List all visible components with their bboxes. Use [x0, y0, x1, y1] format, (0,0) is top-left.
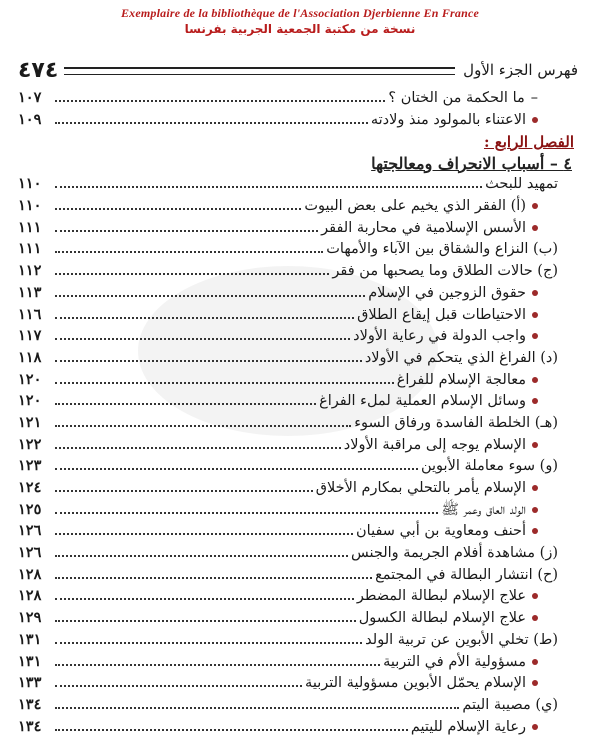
dot-leader [55, 630, 362, 644]
chapter-heading: الفصل الرابع : [483, 132, 574, 151]
running-head-title: فهرس الجزء الأول [463, 61, 578, 79]
dot-leader [55, 239, 323, 253]
toc-entry [18, 435, 578, 457]
toc-entry-page: ١١٣ [18, 283, 42, 301]
toc-entry [18, 630, 578, 652]
toc-entry [18, 500, 578, 522]
toc-entry-text: (ط) تخلي الأبوين عن تربية الولد [365, 631, 558, 648]
toc-entry-title [388, 90, 538, 106]
bullet-icon [532, 507, 538, 513]
toc-entry [18, 391, 578, 413]
toc-entry-page: ١٢٨ [18, 565, 42, 583]
running-head-rule [64, 67, 455, 75]
toc-entry [18, 478, 578, 500]
toc-entry [18, 586, 578, 608]
toc-entry-page: ١٢٥ [18, 500, 42, 518]
toc-entry-text: (و) سوء معاملة الأبوين [420, 458, 558, 475]
bullet-icon [532, 203, 538, 209]
dot-leader [55, 652, 380, 666]
toc-entry [18, 110, 578, 132]
toc-entry-title [411, 719, 538, 735]
toc-entry-text: وسائل الإسلام العملية لملء الفراغ [319, 393, 526, 410]
toc-entry-text: أحنف ومعاوية بن أبي سفيان [356, 523, 526, 540]
library-stamp [0, 6, 600, 36]
dot-leader [55, 261, 329, 275]
bullet-icon [532, 312, 538, 318]
toc-entry [18, 283, 578, 305]
toc-entry-page: ١٢١ [18, 413, 42, 431]
toc-entry-text: (ب) النزاع والشقاق بين الآباء والأمهات [326, 241, 558, 258]
toc-entry-text: الإسلام يأمر بالتحلي بمكارم الأخلاق [315, 480, 526, 496]
toc-entry-text: واجب الدولة في رعاية الأولاد [353, 328, 526, 345]
toc-entry-text: (هـ) الخلطة الفاسدة ورفاق السوء [354, 414, 558, 431]
toc-entry-title [332, 263, 558, 279]
toc-entry-text: حقوق الزوجين في الإسلام [368, 284, 526, 301]
toc-entry-page: ١٢٢ [18, 435, 42, 453]
toc-entry-page: ١٣٤ [18, 695, 42, 713]
toc-entry-text: (ح) انتشار البطالة في المجتمع [375, 566, 558, 583]
toc-entry-title [356, 523, 538, 539]
toc-entry-title [485, 176, 558, 192]
bullet-icon [532, 398, 538, 404]
toc-entry [18, 695, 578, 717]
bullet-icon [532, 333, 538, 339]
toc-entry [18, 239, 578, 261]
toc-entry-title [383, 654, 538, 670]
toc-entry [18, 261, 578, 283]
toc-entry-text: الإسلام يحمّل الأبوين مسؤولية التربية [305, 675, 526, 692]
bullet-icon [532, 659, 538, 665]
toc-entry-title [365, 350, 558, 366]
toc-entry [18, 521, 578, 543]
toc-entry-page: ١١١ [18, 240, 42, 258]
toc-entry-title [421, 458, 558, 474]
toc-entry-page: ١١٧ [18, 327, 42, 345]
toc-entry-title [353, 328, 538, 344]
dot-leader [55, 88, 385, 102]
toc-entry-title [441, 501, 538, 522]
toc-entry-title [326, 241, 558, 257]
toc-entry-text: الإسلام يوجه إلى مراقبة الأولاد [343, 436, 526, 453]
dot-leader [55, 370, 394, 384]
toc-entry-text: الأسس الإسلامية في محاربة الفقر [321, 219, 526, 236]
toc-entry-text: (ي) مصيبة اليتم [462, 696, 558, 713]
dot-leader [55, 521, 353, 535]
toc-entry [18, 543, 578, 565]
toc-entry-page: ١٢٩ [18, 609, 42, 627]
toc-entry-page: ١٢٠ [18, 370, 42, 388]
toc-entry [18, 456, 578, 478]
dot-leader [55, 305, 354, 319]
toc-entry-page: ١١٠ [18, 175, 42, 193]
library-stamp-french: Exemplaire de la bibliothèque de l'Association Djerbienne En France [120, 6, 480, 20]
toc-entry-page: ١٣١ [18, 652, 42, 670]
toc-entry-page: ١١٦ [18, 305, 42, 323]
dot-leader [55, 608, 356, 622]
toc-entry-title [368, 285, 538, 301]
dot-leader [55, 196, 301, 210]
toc-entry-text: (د) الفراغ الذي يتحكم في الأولاد [364, 349, 558, 366]
toc-entry-title [397, 372, 538, 388]
library-stamp-arabic: نسخة من مكتبة الجمعية الجربية بفرنسا [184, 22, 416, 36]
toc-entry-title [321, 220, 538, 236]
toc-entry-page: ١١٨ [18, 348, 42, 366]
toc-entry-text: علاج الإسلام لبطالة المضطر [356, 588, 526, 605]
toc-entry-page: ١٣١ [18, 630, 42, 648]
dot-leader [55, 565, 372, 579]
toc-entry-title [357, 307, 538, 323]
toc-entry-page: ١٣٤ [18, 717, 42, 735]
toc-entry-text: تمهيد للبحث [485, 176, 558, 193]
dot-leader [55, 543, 348, 557]
toc-entry-text: مسؤولية الأم في التربية [383, 653, 526, 670]
toc-entry-title [462, 697, 558, 713]
table-of-contents [18, 88, 578, 738]
toc-entry-page: ١١٠ [18, 197, 42, 215]
toc-entry [18, 326, 578, 348]
dot-leader [55, 695, 459, 709]
toc-entry-page: ١٢٠ [18, 392, 42, 410]
dot-leader [55, 673, 302, 687]
toc-entry-title [304, 198, 538, 214]
dot-leader [55, 391, 316, 405]
dot-leader [55, 326, 350, 340]
dot-leader [55, 348, 362, 362]
toc-entry [18, 413, 578, 435]
toc-entry-title [357, 588, 538, 604]
dot-leader [55, 218, 318, 232]
toc-entry [18, 717, 578, 738]
toc-entry-title [371, 112, 538, 128]
dash-icon: – [530, 90, 538, 106]
toc-entry-page: ١١١ [18, 218, 42, 236]
toc-entry-page: ١٢٤ [18, 479, 42, 496]
toc-entry [18, 174, 578, 196]
toc-entry-text: (ج) حالات الطلاق وما يصحبها من فقر [332, 263, 558, 280]
toc-entry-text: رعاية الإسلام لليتيم [410, 718, 526, 735]
dot-leader [55, 456, 418, 470]
bullet-icon [532, 290, 538, 296]
toc-entry-page: ١٢٣ [18, 457, 42, 475]
dot-leader [55, 110, 368, 124]
toc-entry-page: ١٠٩ [18, 110, 42, 128]
toc-entry [18, 608, 578, 630]
toc-entries-after [18, 174, 578, 738]
bullet-icon [532, 117, 538, 123]
page-number: ٤٧٤ [18, 57, 59, 83]
bullet-icon [532, 680, 538, 686]
bullet-icon [532, 528, 538, 534]
toc-entry-title [344, 437, 538, 453]
dot-leader [55, 174, 482, 188]
bullet-icon [532, 485, 538, 491]
toc-entry-text: معالجة الإسلام للفراغ [396, 371, 526, 388]
toc-entry-page: ١٢٦ [18, 522, 42, 540]
toc-entry-title [354, 415, 558, 431]
toc-entry-title [316, 480, 538, 496]
toc-entry-title [365, 632, 558, 648]
dot-leader [55, 413, 351, 427]
toc-entry [18, 673, 578, 695]
dot-leader [55, 435, 341, 449]
dot-leader [55, 500, 438, 514]
toc-entry-text: الولد العاق وعمر ﷺ [441, 501, 526, 518]
toc-entry [18, 370, 578, 392]
toc-entry-title [359, 610, 538, 626]
section-heading: ٤ – أسباب الانحراف ومعالجتها [371, 153, 572, 173]
toc-entry-text: (أ) الفقر الذي يخيم على بعض البيوت [304, 198, 526, 215]
bullet-icon [532, 225, 538, 231]
toc-entry [18, 305, 578, 327]
toc-entry [18, 218, 578, 240]
running-head [18, 56, 578, 84]
toc-entry-text: ما الحكمة من الختان ؟ [388, 90, 525, 106]
dot-leader [55, 586, 354, 600]
toc-entry-page: ١٣٣ [18, 674, 42, 692]
toc-entry-text: الاعتناء بالمولود منذ ولادته [370, 111, 526, 128]
toc-entry [18, 196, 578, 218]
toc-entry [18, 652, 578, 674]
toc-entry [18, 348, 578, 370]
toc-entry [18, 565, 578, 587]
bullet-icon [532, 377, 538, 383]
toc-entry-title [305, 675, 538, 691]
toc-entry-page: ١٠٧ [18, 89, 42, 106]
toc-entry-title [351, 545, 558, 561]
bullet-icon [532, 615, 538, 621]
dot-leader [55, 717, 408, 731]
toc-entry-page: ١٢٨ [18, 587, 42, 605]
toc-entry-text: (ز) مشاهدة أفلام الجريمة والجنس [351, 545, 558, 562]
bullet-icon [532, 724, 538, 730]
toc-entry-text: علاج الإسلام لبطالة الكسول [358, 610, 526, 627]
bullet-icon [532, 442, 538, 448]
toc-entry-page: ١٢٦ [18, 544, 42, 562]
toc-entry-text: الاحتياطات قبل إيقاع الطلاق [357, 306, 526, 323]
dot-leader [55, 283, 365, 297]
toc-entry-title [375, 567, 558, 583]
book-page [18, 56, 578, 735]
toc-entry [18, 88, 578, 110]
toc-entry-page: ١١٢ [18, 262, 42, 280]
bullet-icon [532, 593, 538, 599]
toc-entries-before [18, 88, 578, 131]
toc-entry-title [319, 393, 538, 409]
dot-leader [55, 478, 313, 492]
